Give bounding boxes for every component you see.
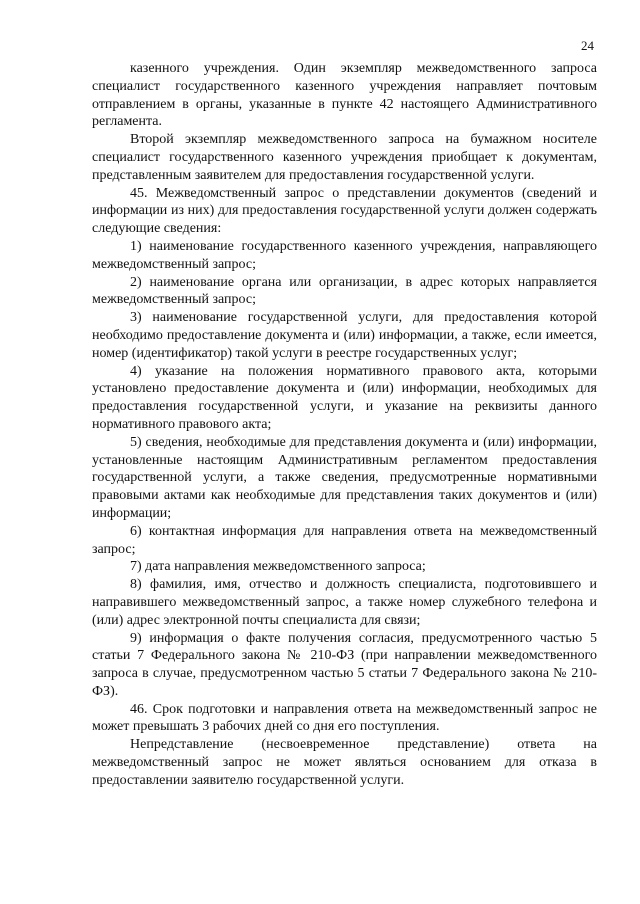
paragraph-non-submission: Непредставление (несвоевременное представление) ответа на межведомственный запрос не может являться основанием для отказа в предоставлении заявителю государственной услуги. (92, 737, 597, 788)
list-item-7: 7) дата направления межведомственного запроса; (130, 559, 426, 575)
paragraph-continuation: казенного учреждения. Один экземпляр межведомственного запроса специалист государственного казенного учреждения направляет почтовым отправлением в органы, указанные в пункте 42 настоящего Административного регламента. (92, 61, 597, 130)
list-item-9: 9) информация о факте получения согласия, предусмотренного частью 5 статьи 7 Федерального закона № 210-ФЗ (при направлении межведомственного запроса в случае, предусмотренном частью 5 статьи 7 Федерального закона № 210-ФЗ). (92, 630, 597, 699)
list-item-3: 3) наименование государственной услуги, для предоставления которой необходимо предоставление документа и (или) информации, а также, если имеется, номер (идентификатор) такой услуги в реестре государственных услуг; (92, 310, 597, 361)
list-item-2: 2) наименование органа или организации, в адрес которых направляется межведомственный запрос; (92, 274, 597, 308)
list-item-4: 4) указание на положения нормативного правового акта, которыми установлено предоставление документа и (или) информации, необходимых для предоставления государственной услуги, и указание на реквизиты данного нормативного правового акта; (92, 363, 597, 432)
page-number: 24 (581, 38, 594, 53)
paragraph-clause-46: 46. Срок подготовки и направления ответа на межведомственный запрос не может превышать 3 рабочих дней со дня его поступления. (92, 701, 597, 735)
list-item-5: 5) сведения, необходимые для представления документа и (или) информации, установленные настоящим Административным регламентом предоставления государственной услуги, а также сведения, предусмотренные нормативными правовыми актами как необходимые для представления таких документов и (или) информации; (92, 434, 597, 521)
paragraph-second-copy: Второй экземпляр межведомственного запроса на бумажном носителе специалист государственного казенного учреждения приобщает к документам, представленным заявителем для предоставления государственной услуги. (92, 132, 597, 183)
list-item-6: 6) контактная информация для направления ответа на межведомственный запрос; (92, 523, 597, 557)
paragraph-clause-45: 45. Межведомственный запрос о представлении документов (сведений и информации из них) для предоставления государственной услуги должен содержать следующие сведения: (92, 185, 597, 237)
document-body (92, 60, 597, 790)
list-item-8: 8) фамилия, имя, отчество и должность специалиста, подготовившего и направившего межведомственный запрос, а также номер служебного телефона и (или) адрес электронной почты специалиста для связи; (92, 577, 597, 628)
list-item-1: 1) наименование государственного казенного учреждения, направляющего межведомственный запрос; (92, 238, 597, 272)
